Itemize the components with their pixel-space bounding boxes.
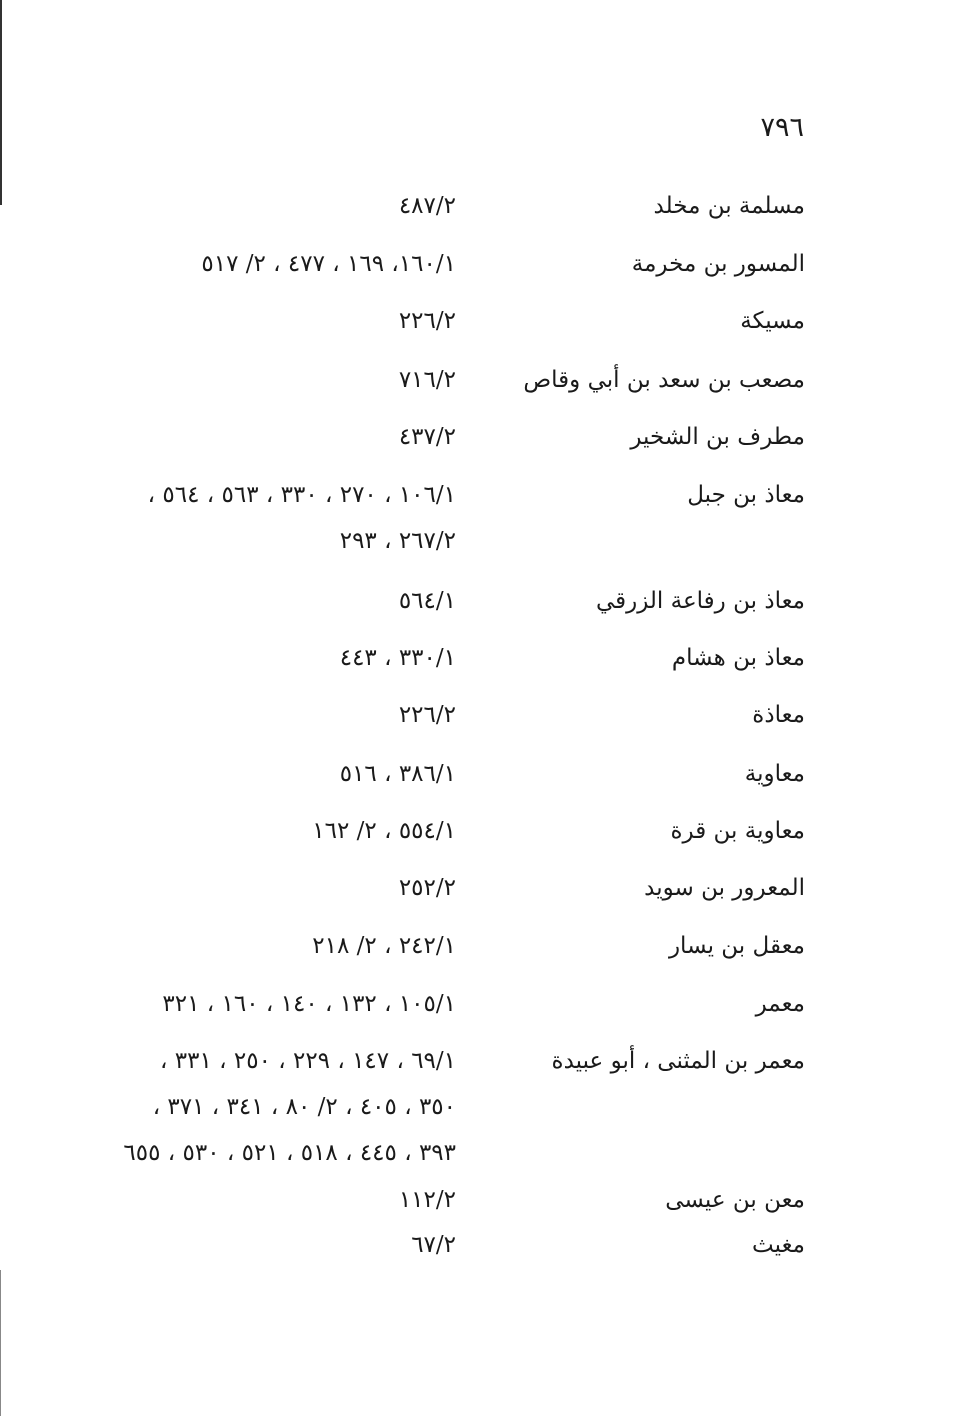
entry-name: مطرف بن الشخير (630, 424, 805, 450)
entry-refs (16, 932, 456, 960)
entry-refs (16, 250, 456, 278)
entry-refs (16, 701, 456, 729)
ref-line: ٥٦٤/١ (398, 588, 456, 614)
entry-name: مغيث (752, 1232, 805, 1258)
entry-name: معاذ بن هشام (671, 645, 805, 671)
ref-line: ٣٥٠ ، ٤٠٥ ، ٢/ ٨٠ ، ٣٤١ ، ٣٧١ ، (152, 1094, 456, 1120)
ref-line: ٣٨٦/١ ، ٥١٦ (339, 761, 456, 787)
entry-name: معمر بن المثنى ، أبو عبيدة (551, 1048, 805, 1074)
ref-line: ٣٣٠/١ ، ٤٤٣ (339, 645, 456, 671)
entry-name: مسلمة بن مخلد (653, 193, 805, 219)
entry-refs (16, 990, 456, 1018)
ref-line: ٤٨٧/٢ (398, 193, 456, 219)
entry-refs (16, 481, 456, 555)
entry-name: معن بن عيسى (665, 1187, 805, 1213)
page-number: ٧٩٦ (760, 112, 804, 143)
entry-name: المعرور بن سويد (644, 875, 805, 901)
ref-line: ٤٣٧/٢ (398, 424, 456, 450)
entry-name: معاوية (744, 761, 805, 787)
ref-line: ٢٦٧/٢ ، ٢٩٣ (339, 528, 456, 554)
entry-refs (16, 644, 456, 672)
ref-line: ٢٤٢/١ ، ٢/ ٢١٨ (312, 933, 456, 959)
ref-line: ٦٩/١ ، ١٤٧ ، ٢٢٩ ، ٢٥٠ ، ٣٣١ ، (160, 1048, 456, 1074)
entry-refs (16, 1231, 456, 1259)
entry-refs (16, 1186, 456, 1214)
entry-name: مصعب بن سعد بن أبي وقاص (523, 367, 805, 393)
ref-line: ٧١٦/٢ (398, 367, 456, 393)
entry-name: معاذ بن جبل (687, 482, 805, 508)
ref-line: ١٠٥/١ ، ١٣٢ ، ١٤٠ ، ١٦٠ ، ٣٢١ (162, 991, 456, 1017)
entry-name: معقل بن يسار (668, 933, 805, 959)
entry-refs (16, 874, 456, 902)
entry-name: معمر (755, 991, 805, 1017)
entry-name: معاذة (752, 702, 805, 728)
ref-line: ٢٢٦/٢ (398, 702, 456, 728)
entry-refs (16, 817, 456, 845)
ref-line: ١١٢/٢ (398, 1187, 456, 1213)
entry-refs (16, 423, 456, 451)
entry-refs (16, 587, 456, 615)
entry-refs (16, 307, 456, 335)
ref-line: ٣٩٣ ، ٤٤٥ ، ٥١٨ ، ٥٢١ ، ٥٣٠ ، ٦٥٥ (123, 1140, 456, 1166)
ref-line: ١٦٠/١، ١٦٩ ، ٤٧٧ ، ٢/ ٥١٧ (201, 251, 456, 277)
entry-refs (16, 760, 456, 788)
entry-name: مسيكة (740, 308, 805, 334)
entry-refs (16, 192, 456, 220)
ref-line: ٦٧/٢ (411, 1232, 456, 1258)
entry-name: معاوية بن قرة (670, 818, 805, 844)
ref-line: ٢٥٢/٢ (398, 875, 456, 901)
entry-name: المسور بن مخرمة (631, 251, 805, 277)
ref-line: ١٠٦/١ ، ٢٧٠ ، ٣٣٠ ، ٥٦٣ ، ٥٦٤ ، (147, 482, 456, 508)
ref-line: ٥٥٤/١ ، ٢/ ١٦٢ (312, 818, 456, 844)
entry-refs (16, 1047, 456, 1167)
entry-name: معاذ بن رفاعة الزرقي (595, 588, 805, 614)
ref-line: ٢٢٦/٢ (398, 308, 456, 334)
entry-refs (16, 366, 456, 394)
